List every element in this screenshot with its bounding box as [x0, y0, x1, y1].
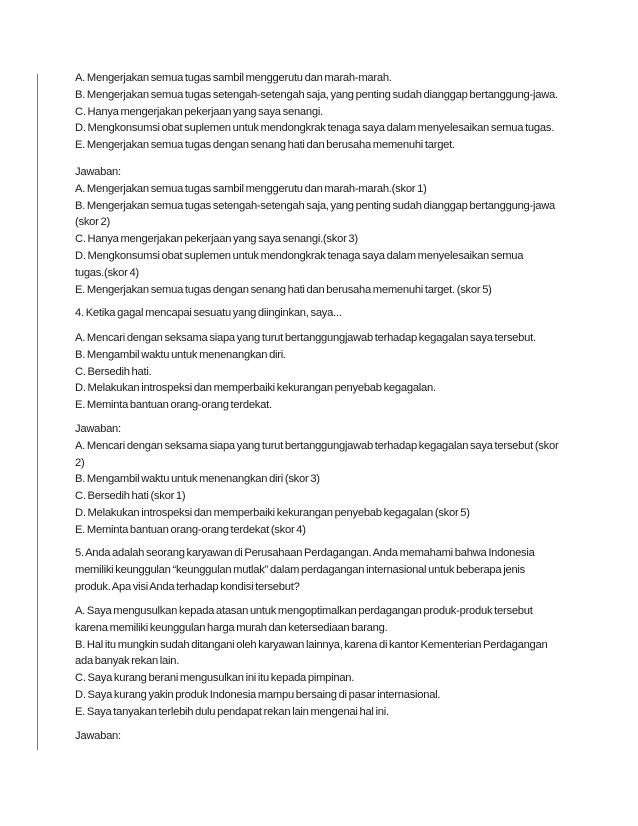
answer-label: Jawaban:	[75, 423, 121, 435]
q5-answer	[75, 728, 575, 745]
answer-line: E. Meminta bantuan orang-orang terdekat (skor 4)	[75, 523, 306, 536]
option-e: E. Saya tanyakan terlebih dulu pendapat rekan lain mengenai hal ini.	[75, 705, 389, 718]
option-a: A. Mencari dengan seksama siapa yang turut bertanggungjawab terhadap kegagalan saya tersebut.	[75, 332, 536, 344]
answer-line: D. Melakukan introspeksi dan memperbaiki kekurangan penyebab kegagalan (skor 5)	[75, 506, 470, 519]
q4-options	[75, 330, 575, 414]
option-c: C. Hanya mengerjakan pekerjaan yang saya senangi.	[75, 105, 323, 118]
answer-line: C. Bersedih hati (skor 1)	[75, 490, 186, 503]
option-d: D. Saya kurang yakin produk Indonesia mampu bersaing di pasar internasional.	[75, 688, 441, 701]
answer-line: D. Mengkonsumsi obat suplemen untuk mendongkrak tenaga saya dalam menyelesaikan semua	[75, 249, 524, 262]
answer-line: A. Mengerjakan semua tugas sambil menggerutu dan marah-marah.(skor 1)	[75, 182, 427, 195]
question-text: memiliki keunggulan “keunggulan mutlak” dalam perdagangan internasional untuk beberapa jenis	[75, 563, 525, 576]
answer-line: (skor 2)	[75, 216, 110, 229]
answer-line: 2)	[75, 456, 85, 469]
left-margin-rule	[37, 74, 38, 750]
option-d: D. Mengkonsumsi obat suplemen untuk mendongkrak tenaga saya dalam menyelesaikan semua tugas.	[75, 122, 555, 135]
answer-label: Jawaban:	[75, 730, 121, 742]
option-b: B. Mengambil waktu untuk menenangkan diri.	[75, 348, 286, 361]
option-b-cont: ada banyak rekan lain.	[75, 655, 180, 668]
answer-line: E. Mengerjakan semua tugas dengan senang hati dan berusaha memenuhi target. (skor 5)	[75, 283, 492, 296]
answer-label: Jawaban:	[75, 166, 121, 178]
question-text: produk. Apa visi Anda terhadap kondisi tersebut?	[75, 580, 300, 593]
option-b: B. Hal itu mungkin sudah ditangani oleh karyawan lainnya, karena di kantor Kementerian Perdagangan	[75, 638, 548, 651]
question-text: 5. Anda adalah seorang karyawan di Perusahaan Perdagangan. Anda memahami bahwa Indonesia	[75, 547, 535, 559]
q5-question	[75, 545, 575, 595]
option-c: C. Bersedih hati.	[75, 365, 152, 378]
option-a: A. Mengerjakan semua tugas sambil menggerutu dan marah-marah.	[75, 72, 392, 84]
q5-options	[75, 603, 575, 721]
option-a: A. Saya mengusulkan kepada atasan untuk mengoptimalkan perdagangan produk-produk tersebut	[75, 605, 533, 617]
answer-line: B. Mengerjakan semua tugas setengah-setengah saja, yang penting sudah dianggap bertanggung-jawa	[75, 199, 556, 212]
option-e: E. Mengerjakan semua tugas dengan senang hati dan berusaha memenuhi target.	[75, 139, 455, 152]
question-text: 4. Ketika gagal mencapai sesuatu yang diinginkan, saya...	[75, 307, 342, 319]
answer-line: tugas.(skor 4)	[75, 266, 139, 279]
q3-answer	[75, 164, 575, 298]
option-e: E. Meminta bantuan orang-orang terdekat.	[75, 399, 272, 412]
option-a-cont: karena memiliki keunggulan harga murah dan ketersediaan barang.	[75, 621, 388, 634]
q4-question	[75, 305, 575, 322]
option-d: D. Melakukan introspeksi dan memperbaiki kekurangan penyebab kegagalan.	[75, 382, 436, 395]
option-c: C. Saya kurang berani mengusulkan ini itu kepada pimpinan.	[75, 672, 355, 685]
answer-line: A. Mencari dengan seksama siapa yang turut bertanggungjawab terhadap kegagalan saya tersebut (skor	[75, 439, 559, 452]
answer-line: C. Hanya mengerjakan pekerjaan yang saya senangi.(skor 3)	[75, 233, 358, 246]
option-b: B. Mengerjakan semua tugas setengah-setengah saja, yang penting sudah dianggap bertanggung-jawa.	[75, 88, 558, 101]
answer-line: B. Mengambil waktu untuk menenangkan diri (skor 3)	[75, 473, 320, 486]
q3-options	[75, 70, 575, 154]
q4-answer	[75, 421, 575, 539]
